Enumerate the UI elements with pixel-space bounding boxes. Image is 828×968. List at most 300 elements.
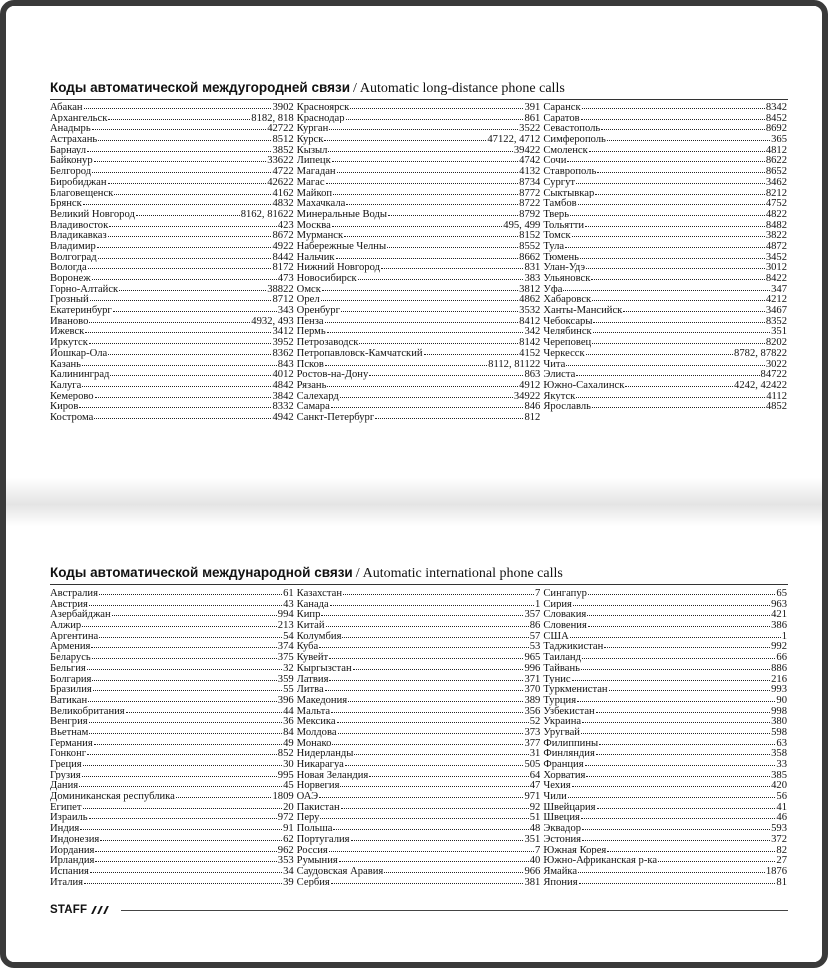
dial-code: 8692 xyxy=(765,123,788,135)
dial-code: 8662 xyxy=(519,251,541,263)
list-item xyxy=(543,166,787,177)
list-item xyxy=(543,262,787,273)
staff-logo xyxy=(50,904,107,916)
title-separator: / xyxy=(353,81,357,96)
dial-code: 351 xyxy=(771,326,788,338)
list-item xyxy=(297,198,541,209)
list-item xyxy=(50,834,294,845)
place-name: Воронеж xyxy=(50,273,91,284)
place-name: Калининград xyxy=(50,369,110,380)
list-item xyxy=(297,284,541,295)
place-name: Сербия xyxy=(296,876,330,888)
dial-code: 377 xyxy=(524,737,541,749)
list-item xyxy=(50,631,294,642)
place-name: Белгород xyxy=(50,166,92,177)
dial-code: 8362 xyxy=(272,347,294,359)
dial-code: 8142 xyxy=(519,337,541,348)
dial-code: 8652 xyxy=(765,166,788,177)
dial-code: 4752 xyxy=(765,198,788,209)
dot-leader xyxy=(92,674,276,681)
list-item xyxy=(50,674,294,685)
dial-code: 370 xyxy=(524,684,541,695)
list-item xyxy=(50,866,294,877)
list-item xyxy=(543,834,787,845)
list-item xyxy=(50,326,294,337)
list-item xyxy=(543,588,787,599)
dial-code: 38822 xyxy=(267,283,294,295)
place-name: Эстония xyxy=(543,833,582,845)
place-name: Армения xyxy=(50,641,91,653)
dot-leader xyxy=(576,391,765,398)
place-name: Нальчик xyxy=(296,251,335,263)
place-name: Пенза xyxy=(296,315,324,327)
list-item xyxy=(297,641,541,652)
dial-code: 886 xyxy=(771,662,788,674)
international-codes-list xyxy=(50,588,788,887)
dot-leader xyxy=(325,359,487,366)
dial-code: 65 xyxy=(776,588,788,599)
dot-leader xyxy=(596,706,770,713)
list-item xyxy=(297,834,541,845)
international-column-2 xyxy=(297,588,541,887)
list-item xyxy=(543,716,787,727)
dial-code: 84 xyxy=(283,726,294,738)
list-item xyxy=(50,599,294,610)
list-item xyxy=(50,337,294,348)
place-name: Севастополь xyxy=(543,123,601,135)
dot-leader xyxy=(565,241,765,248)
dot-leader xyxy=(337,716,529,723)
international-column-1 xyxy=(50,588,294,887)
dial-code: 7 xyxy=(535,588,541,599)
list-item xyxy=(50,102,294,113)
dial-code: 51 xyxy=(529,812,541,824)
place-name: Швеция xyxy=(543,812,580,824)
list-item xyxy=(297,748,541,759)
dot-leader xyxy=(89,599,282,606)
dial-code: 42622 xyxy=(267,176,294,188)
place-name: Йошкар-Ола xyxy=(50,347,108,359)
dot-leader xyxy=(89,316,250,323)
list-item xyxy=(297,674,541,685)
list-item xyxy=(50,802,294,813)
list-item xyxy=(50,123,294,134)
dial-code: 8172 xyxy=(272,262,294,273)
place-name: Томск xyxy=(543,230,571,241)
place-name: Биробиджан xyxy=(50,176,107,188)
dial-code: 32 xyxy=(283,662,294,674)
list-item xyxy=(297,599,541,610)
dial-code: 996 xyxy=(524,662,541,674)
dot-leader xyxy=(114,188,271,195)
dot-leader xyxy=(604,641,770,648)
dot-leader xyxy=(333,823,528,830)
list-item xyxy=(50,316,294,327)
dial-code: 36 xyxy=(283,716,294,727)
dial-code: 7 xyxy=(535,844,541,856)
dot-leader xyxy=(333,188,518,195)
list-item xyxy=(50,791,294,802)
dial-code: 66 xyxy=(776,652,788,663)
dial-code: 62 xyxy=(283,833,294,845)
list-item xyxy=(50,262,294,273)
dial-code: 4942 xyxy=(272,411,294,423)
dial-code: 3812 xyxy=(519,283,541,295)
list-item xyxy=(543,252,787,263)
dot-leader xyxy=(113,305,277,312)
place-name: Казань xyxy=(50,358,82,370)
list-item xyxy=(50,305,294,316)
dial-code: 4212 xyxy=(765,294,788,306)
list-item xyxy=(543,284,787,295)
dial-code: 8112, 81122 xyxy=(488,358,541,370)
list-item xyxy=(543,770,787,781)
place-name: Бразилия xyxy=(50,684,92,695)
list-item xyxy=(543,145,787,156)
place-name: Туркменистан xyxy=(543,684,608,695)
dial-code: 385 xyxy=(771,769,788,781)
place-name: Анадырь xyxy=(50,123,91,135)
dial-code: 34 xyxy=(283,865,294,877)
place-name: Москва xyxy=(296,219,331,231)
dial-code: 421 xyxy=(771,609,788,621)
place-name: Ханты-Мансийск xyxy=(543,305,623,316)
dial-code: 8422 xyxy=(765,273,788,284)
dot-leader xyxy=(79,401,271,408)
list-item xyxy=(297,102,541,113)
place-name: Симферополь xyxy=(543,134,606,145)
dial-code: 861 xyxy=(524,112,541,124)
dial-code: 8352 xyxy=(765,315,788,327)
dial-code: 386 xyxy=(771,620,788,631)
place-name: Великобритания xyxy=(50,705,125,717)
dot-leader xyxy=(609,684,771,691)
dial-code: 1809 xyxy=(272,791,294,802)
place-name: Астрахань xyxy=(50,134,98,145)
dot-leader xyxy=(580,252,765,259)
place-name: Мальта xyxy=(296,705,331,717)
dot-leader xyxy=(607,845,775,852)
dot-leader xyxy=(343,588,534,595)
domestic-codes-page xyxy=(12,6,816,478)
list-item xyxy=(543,759,787,770)
dial-code: 359 xyxy=(277,673,294,685)
dial-code: 372 xyxy=(771,833,788,845)
place-name: Кызыл xyxy=(296,144,328,156)
list-item xyxy=(543,348,787,359)
dot-leader xyxy=(581,663,770,670)
place-name: Австралия xyxy=(50,588,98,599)
place-name: Псков xyxy=(296,358,324,370)
international-column-3 xyxy=(543,588,787,887)
place-name: Кувейт xyxy=(296,652,329,663)
dot-leader xyxy=(325,316,519,323)
place-name: Тюмень xyxy=(543,251,579,263)
list-item xyxy=(297,166,541,177)
list-item xyxy=(297,359,541,370)
dial-code: 8412 xyxy=(519,315,541,327)
dot-leader xyxy=(586,348,733,355)
dial-code: 48 xyxy=(529,823,541,834)
domestic-column-2 xyxy=(297,102,541,423)
list-item xyxy=(543,155,787,166)
place-name: Сочи xyxy=(543,155,567,167)
dial-code: 8442 xyxy=(272,251,294,263)
place-name: Никарагуа xyxy=(296,759,344,770)
list-item xyxy=(543,877,787,888)
list-item xyxy=(297,877,541,888)
list-item xyxy=(543,609,787,620)
list-item xyxy=(50,166,294,177)
dial-code: 4872 xyxy=(765,240,788,252)
dial-code: 347 xyxy=(771,283,788,295)
place-name: Австрия xyxy=(50,598,88,610)
place-name: Магас xyxy=(296,176,325,188)
list-item xyxy=(50,273,294,284)
list-item xyxy=(297,155,541,166)
dial-code: 91 xyxy=(283,823,294,834)
dial-code: 55 xyxy=(283,684,294,695)
dial-code: 380 xyxy=(771,716,788,727)
dot-leader xyxy=(353,663,524,670)
dot-leader xyxy=(327,326,524,333)
dial-code: 33 xyxy=(776,759,788,770)
international-section-title xyxy=(50,564,788,585)
dot-leader xyxy=(92,166,271,173)
place-name: Греция xyxy=(50,759,82,770)
dial-code: 423 xyxy=(277,219,294,231)
dot-leader xyxy=(108,113,250,120)
place-name: Латвия xyxy=(296,673,329,685)
dial-code: 45 xyxy=(283,780,294,792)
list-item xyxy=(543,631,787,642)
list-item xyxy=(297,241,541,252)
dot-leader xyxy=(570,209,765,216)
dial-code: 8452 xyxy=(765,112,788,124)
place-name: Пакистан xyxy=(296,801,340,813)
place-name: Казахстан xyxy=(296,588,343,599)
dot-leader xyxy=(369,369,523,376)
place-name: Финляндия xyxy=(543,748,595,759)
dial-code: 495, 499 xyxy=(503,219,541,231)
place-name: Румыния xyxy=(296,855,338,866)
dial-code: 353 xyxy=(277,855,294,866)
domestic-section-title xyxy=(50,79,788,100)
place-name: Салехард xyxy=(296,390,339,402)
place-name: Португалия xyxy=(296,833,350,845)
dot-leader xyxy=(369,770,528,777)
place-name: Индонезия xyxy=(50,833,100,845)
dial-code: 56 xyxy=(776,791,788,802)
place-name: Благовещенск xyxy=(50,187,114,199)
dot-leader xyxy=(176,791,272,798)
list-item xyxy=(543,241,787,252)
place-name: Ульяновск xyxy=(543,273,591,284)
dial-code: 420 xyxy=(771,780,788,792)
dot-leader xyxy=(577,695,775,702)
dial-code: 995 xyxy=(277,769,294,781)
list-item xyxy=(543,337,787,348)
place-name: Владикавказ xyxy=(50,230,107,241)
dot-leader xyxy=(387,241,518,248)
dot-leader xyxy=(321,294,519,301)
list-item xyxy=(50,716,294,727)
place-name: Алжир xyxy=(50,620,82,631)
place-name: Польша xyxy=(296,823,333,834)
list-item xyxy=(50,134,294,145)
place-name: Сирия xyxy=(543,598,572,610)
dial-code: 8512 xyxy=(272,134,294,145)
dial-code: 81 xyxy=(776,876,788,888)
dot-leader xyxy=(607,134,770,141)
place-name: Архангельск xyxy=(50,112,108,124)
dot-leader xyxy=(100,834,282,841)
international-codes-page xyxy=(12,526,816,962)
dial-code: 86 xyxy=(529,620,541,631)
place-name: Байконур xyxy=(50,155,93,167)
domestic-title-en: Automatic long-distance phone calls xyxy=(359,81,565,96)
place-name: Монако xyxy=(296,737,332,749)
place-name: Чита xyxy=(543,358,566,370)
dot-leader xyxy=(658,855,775,862)
dot-leader xyxy=(351,834,524,841)
place-name: Иваново xyxy=(50,315,89,327)
place-name: Иркутск xyxy=(50,337,88,348)
dial-code: 365 xyxy=(771,134,788,145)
list-item xyxy=(50,845,294,856)
place-name: Кыргызстан xyxy=(296,662,352,674)
dot-leader xyxy=(119,284,266,291)
place-name: Южная Корея xyxy=(543,844,607,856)
list-item xyxy=(297,262,541,273)
place-name: Нидерланды xyxy=(296,748,354,759)
place-name: Куба xyxy=(296,641,319,653)
list-item xyxy=(297,845,541,856)
dot-leader xyxy=(80,823,282,830)
dial-code: 92 xyxy=(529,801,541,813)
dot-leader xyxy=(388,209,518,216)
dial-code: 1 xyxy=(535,598,541,610)
list-item xyxy=(543,812,787,823)
place-name: Орел xyxy=(296,294,320,306)
list-item xyxy=(297,177,541,188)
dial-code: 342 xyxy=(524,326,541,338)
place-name: Улан-Удэ xyxy=(543,262,586,273)
dot-leader xyxy=(110,369,271,376)
dial-code: 61 xyxy=(283,588,294,599)
list-item xyxy=(543,123,787,134)
dial-code: 993 xyxy=(771,684,788,695)
dial-code: 351 xyxy=(524,833,541,845)
dot-leader xyxy=(326,177,519,184)
place-name: Узбекистан xyxy=(543,705,595,717)
dial-code: 843 xyxy=(277,358,294,370)
place-name: ОАЭ xyxy=(296,791,319,802)
list-item xyxy=(543,134,787,145)
place-name: Филиппины xyxy=(543,737,599,749)
place-name: Россия xyxy=(296,844,328,856)
dial-code: 40 xyxy=(529,855,541,866)
dot-leader xyxy=(578,198,765,205)
list-item xyxy=(543,391,787,402)
place-name: Беларусь xyxy=(50,652,91,663)
dial-code: 8552 xyxy=(519,240,541,252)
dial-code: 43 xyxy=(283,598,294,610)
list-item xyxy=(297,866,541,877)
list-item xyxy=(50,155,294,166)
dot-leader xyxy=(93,684,282,691)
place-name: Сыктывкар xyxy=(543,187,595,199)
place-name: Норвегия xyxy=(296,780,340,792)
place-name: Испания xyxy=(50,865,89,877)
list-item xyxy=(50,620,294,631)
dial-code: 4852 xyxy=(765,401,788,412)
dot-leader xyxy=(566,359,764,366)
dot-leader xyxy=(331,401,524,408)
dial-code: 4162 xyxy=(272,187,294,199)
dot-leader xyxy=(324,134,486,141)
dial-code: 3822 xyxy=(765,230,788,241)
list-item xyxy=(543,845,787,856)
dial-code: 213 xyxy=(277,620,294,631)
place-name: Болгария xyxy=(50,673,92,685)
list-item xyxy=(50,391,294,402)
place-name: Тунис xyxy=(543,673,571,685)
dot-leader xyxy=(582,716,770,723)
list-item xyxy=(50,220,294,231)
dial-code: 8202 xyxy=(765,337,788,348)
dot-leader xyxy=(344,230,518,237)
dial-code: 8182, 818 xyxy=(251,112,294,124)
place-name: Хорватия xyxy=(543,769,586,781)
place-name: Майкоп xyxy=(296,187,333,199)
dial-code: 8782, 87822 xyxy=(734,347,788,359)
place-name: Липецк xyxy=(296,155,331,167)
dot-leader xyxy=(578,866,765,873)
dial-code: 3842 xyxy=(272,390,294,402)
dot-leader xyxy=(572,780,770,787)
list-item xyxy=(297,123,541,134)
dial-code: 84722 xyxy=(760,369,788,380)
list-item xyxy=(543,652,787,663)
dial-code: 4922 xyxy=(272,240,294,252)
place-name: Ижевск xyxy=(50,326,85,338)
dot-leader xyxy=(94,738,282,745)
dot-leader xyxy=(340,391,513,398)
list-item xyxy=(543,684,787,695)
dot-leader xyxy=(582,823,770,830)
dot-leader xyxy=(582,102,765,109)
dot-leader xyxy=(592,337,765,344)
dot-leader xyxy=(92,652,277,659)
list-item xyxy=(543,823,787,834)
dial-code: 52 xyxy=(529,716,541,727)
place-name: Сургут xyxy=(543,176,576,188)
dot-leader xyxy=(82,359,277,366)
list-item xyxy=(50,369,294,380)
list-item xyxy=(50,230,294,241)
place-name: Пермь xyxy=(296,326,326,338)
list-item xyxy=(543,273,787,284)
dial-code: 82 xyxy=(776,844,788,856)
dial-code: 962 xyxy=(277,844,294,856)
dot-leader xyxy=(381,262,523,269)
place-name: Абакан xyxy=(50,102,83,113)
place-name: Краснодар xyxy=(296,112,345,124)
dot-leader xyxy=(384,866,523,873)
dot-leader xyxy=(359,337,518,344)
dial-code: 27 xyxy=(776,855,788,866)
